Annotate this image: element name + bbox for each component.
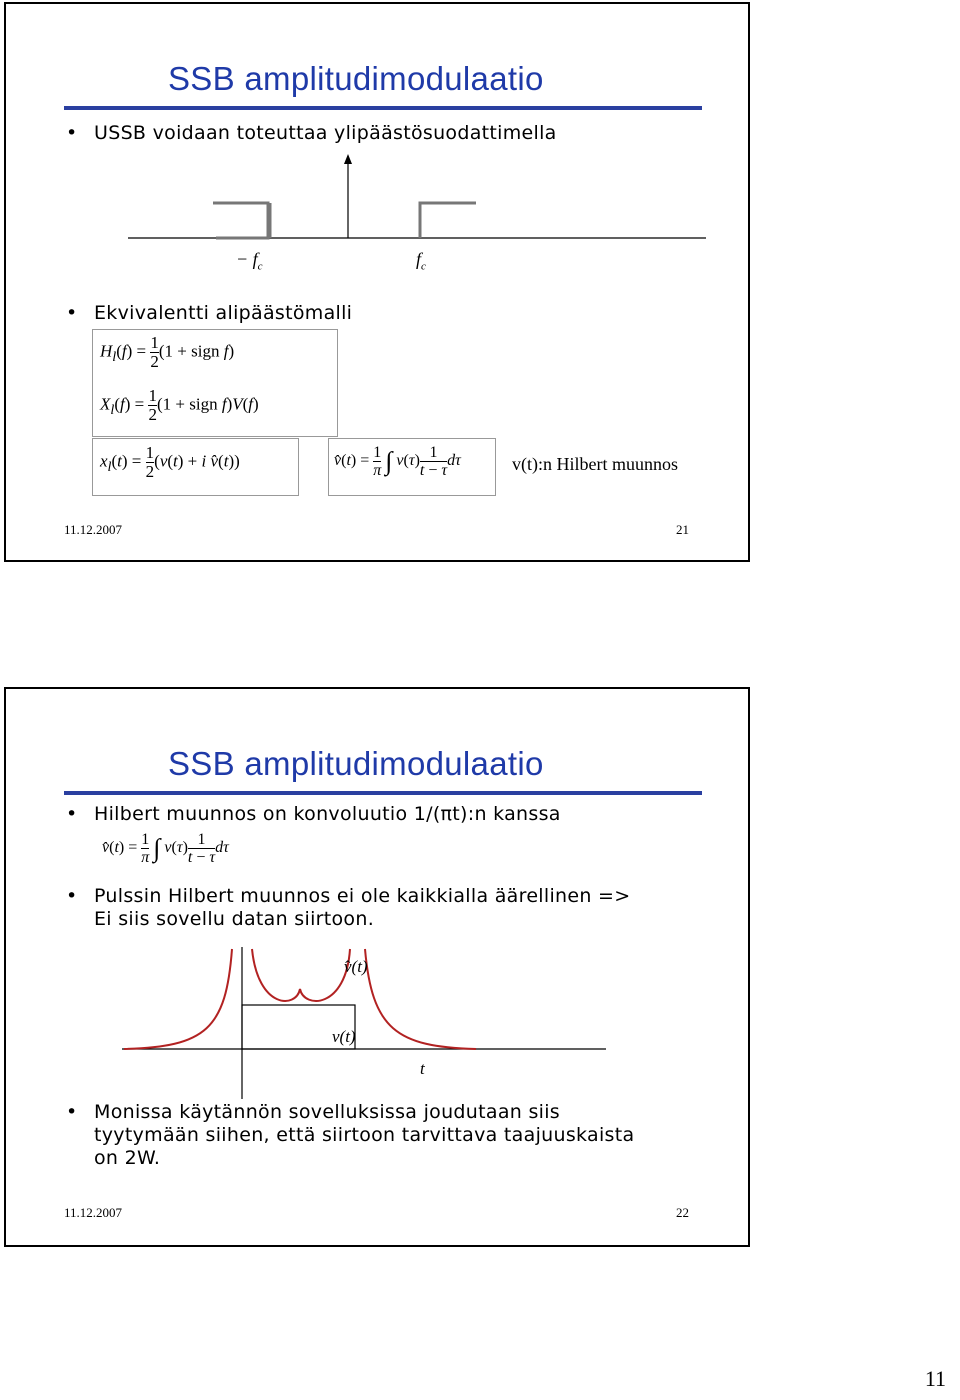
hilbert-curve-middle xyxy=(252,949,350,1001)
eq-vhat: v̂(t) = $\frac{1}{\pi}$ ∫ v(τ) $\frac{1}{t - \tau}$ dτ xyxy=(334,444,461,479)
bullet-ekvivalentti xyxy=(66,302,353,325)
bullet-ussb xyxy=(66,122,557,145)
bullet-hilbert xyxy=(66,803,561,826)
title-rule xyxy=(64,791,702,795)
bullet-text-line1: Pulssin Hilbert muunnos ei ole kaikkialla äärellinen => xyxy=(94,885,631,907)
eq-x: $X_l(f)$ = $\frac{1}{2}$ (1 + sign f)V(f) xyxy=(100,386,259,424)
bullet-dot: • xyxy=(66,803,78,825)
bullet-dot: • xyxy=(66,1101,78,1123)
hilbert-note: v(t):n Hilbert muunnos xyxy=(512,454,678,474)
filter-right-band xyxy=(420,203,476,238)
title-rule xyxy=(64,106,702,110)
filter-left-band xyxy=(216,203,268,238)
slide-number: 21 xyxy=(676,522,689,537)
bullet-dot: • xyxy=(66,122,78,144)
label-v: v(t) xyxy=(332,1027,356,1046)
label-vhat: v̂(t) xyxy=(344,957,368,976)
bullet-text-line3: on 2W. xyxy=(94,1147,161,1169)
bullet-text-line2: Ei siis sovellu datan siirtoon. xyxy=(94,908,375,930)
bullet-text-line2: tyytymään siihen, että siirtoon tarvittava taajuuskaista xyxy=(94,1124,635,1146)
bullet-text-line1: Monissa käytännön sovelluksissa joudutaan siis xyxy=(94,1101,560,1123)
eq-vhat: v̂(t) = $\frac{1}{\pi}$ ∫ v(τ) $\frac{1}{t - \tau}$ dτ xyxy=(102,831,229,866)
eq-xl: $x_l(t)$ = $\frac{1}{2}$ (v(t) + i v̂(t)) xyxy=(100,443,240,481)
bullet-dot: • xyxy=(66,302,78,324)
highpass-filter-diagram xyxy=(6,154,746,274)
slide-date: 11.12.2007 xyxy=(64,1205,123,1220)
pos-fc-label: $f_c$ xyxy=(416,249,426,273)
slide-title: SSB amplitudimodulaatio xyxy=(168,60,544,97)
bullet-pulssin xyxy=(66,885,631,931)
bullet-text: USSB voidaan toteuttaa ylipäästösuodattimella xyxy=(94,122,557,144)
hilbert-curve-right xyxy=(365,949,476,1049)
pulse-hilbert-diagram xyxy=(6,939,746,1099)
neg-fc-label: − $f_c$ xyxy=(236,249,263,273)
axis-arrow xyxy=(344,154,352,164)
slide-number: 22 xyxy=(676,1205,689,1220)
page-number: 11 xyxy=(924,1366,946,1391)
bullet-text: Hilbert muunnos on konvoluutio 1/(πt):n kanssa xyxy=(94,803,561,825)
bullet-dot: • xyxy=(66,885,78,907)
slide-date: 11.12.2007 xyxy=(64,522,123,537)
slide-22 xyxy=(4,687,750,1247)
label-t: t xyxy=(420,1059,425,1078)
slide-title: SSB amplitudimodulaatio xyxy=(168,745,544,782)
bullet-text: Ekvivalentti alipäästömalli xyxy=(94,302,353,324)
bullet-monissa xyxy=(66,1101,635,1170)
slide-21 xyxy=(4,2,750,562)
hilbert-curve-left xyxy=(124,949,232,1049)
eq-h: $H_l(f)$ = $\frac{1}{2}$ (1 + sign f) xyxy=(100,333,235,371)
